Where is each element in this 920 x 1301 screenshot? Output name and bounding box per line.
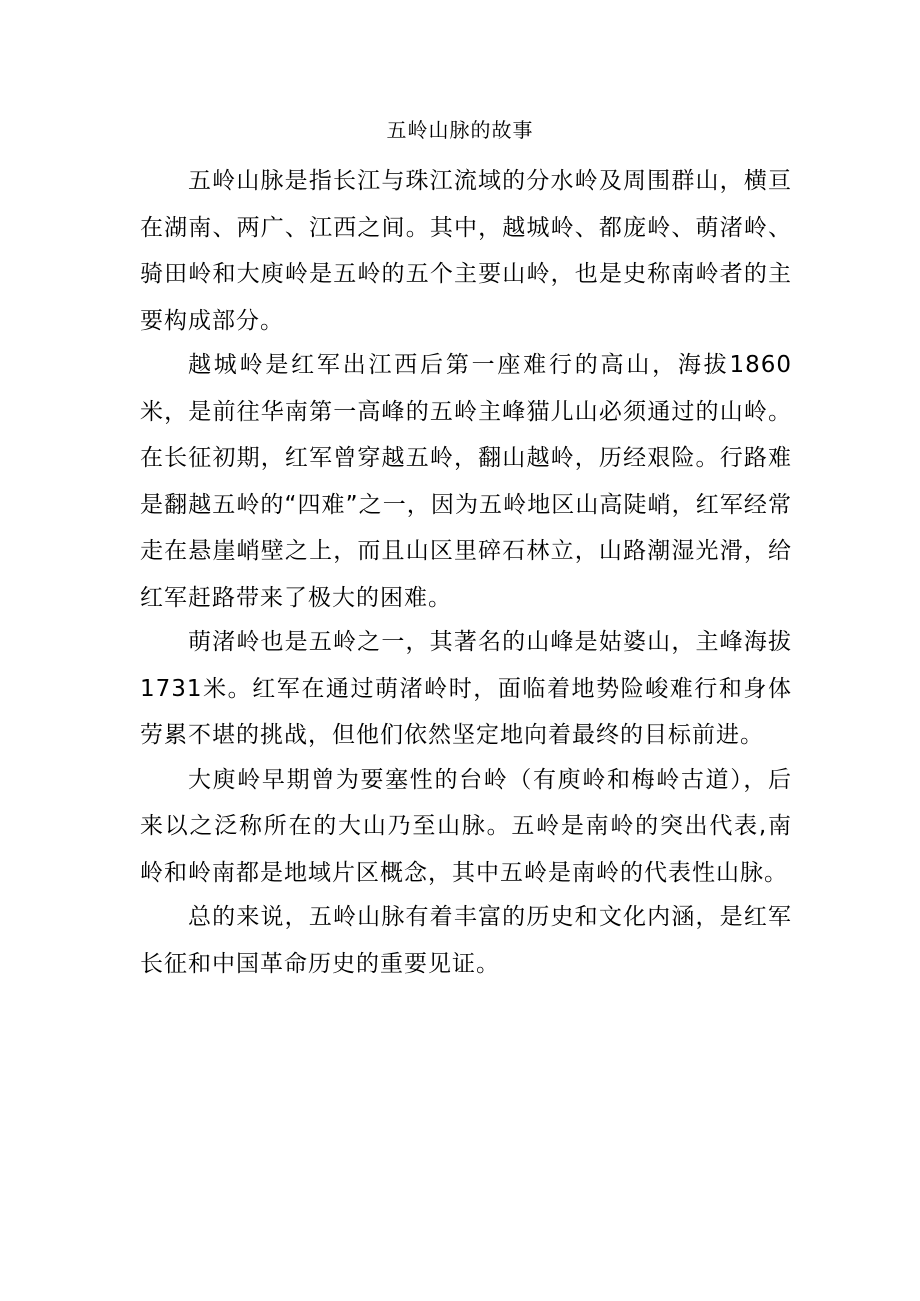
- document-body: [140, 158, 792, 985]
- paragraph-5: 总的来说，五岭山脉有着丰富的历史和文化内涵，是红军长征和中国革命历史的重要见证。: [140, 904, 792, 977]
- paragraph-4: 大庾岭早期曾为要塞性的台岭（有庾岭和梅岭古道），后来以之泛称所在的大山乃至山脉。五岭是南岭的突出代表,南岭和岭南都是地域片区概念，其中五岭是南岭的代表性山脉。: [140, 766, 792, 886]
- document-title: 五岭山脉的故事: [386, 118, 534, 142]
- paragraph-1: 五岭山脉是指长江与珠江流域的分水岭及周围群山，横亘在湖南、两广、江西之间。其中，越城岭、都庞岭、萌渚岭、骑田岭和大庾岭是五岭的五个主要山岭，也是史称南岭者的主要构成部分。: [140, 168, 792, 334]
- paragraph-3: 萌渚岭也是五岭之一，其著名的山峰是姑婆山，主峰海拔1731米。红军在通过萌渚岭时，面临着地势险峻难行和身体劳累不堪的挑战，但他们依然坚定地向着最终的目标前进。: [140, 629, 792, 748]
- paragraph-2: 越城岭是红军出江西后第一座难行的高山，海拔1860米，是前往华南第一高峰的五岭主峰猫儿山必须通过的山岭。在长征初期，红军曾穿越五岭，翻山越岭，历经艰险。行路难是翻越五岭的“四难”之一，因为五岭地区山高陡峭，红军经常走在悬崖峭壁之上，而且山区里碎石林立，山路潮湿光滑，给红军赶路带来了极大的困难。: [140, 352, 792, 611]
